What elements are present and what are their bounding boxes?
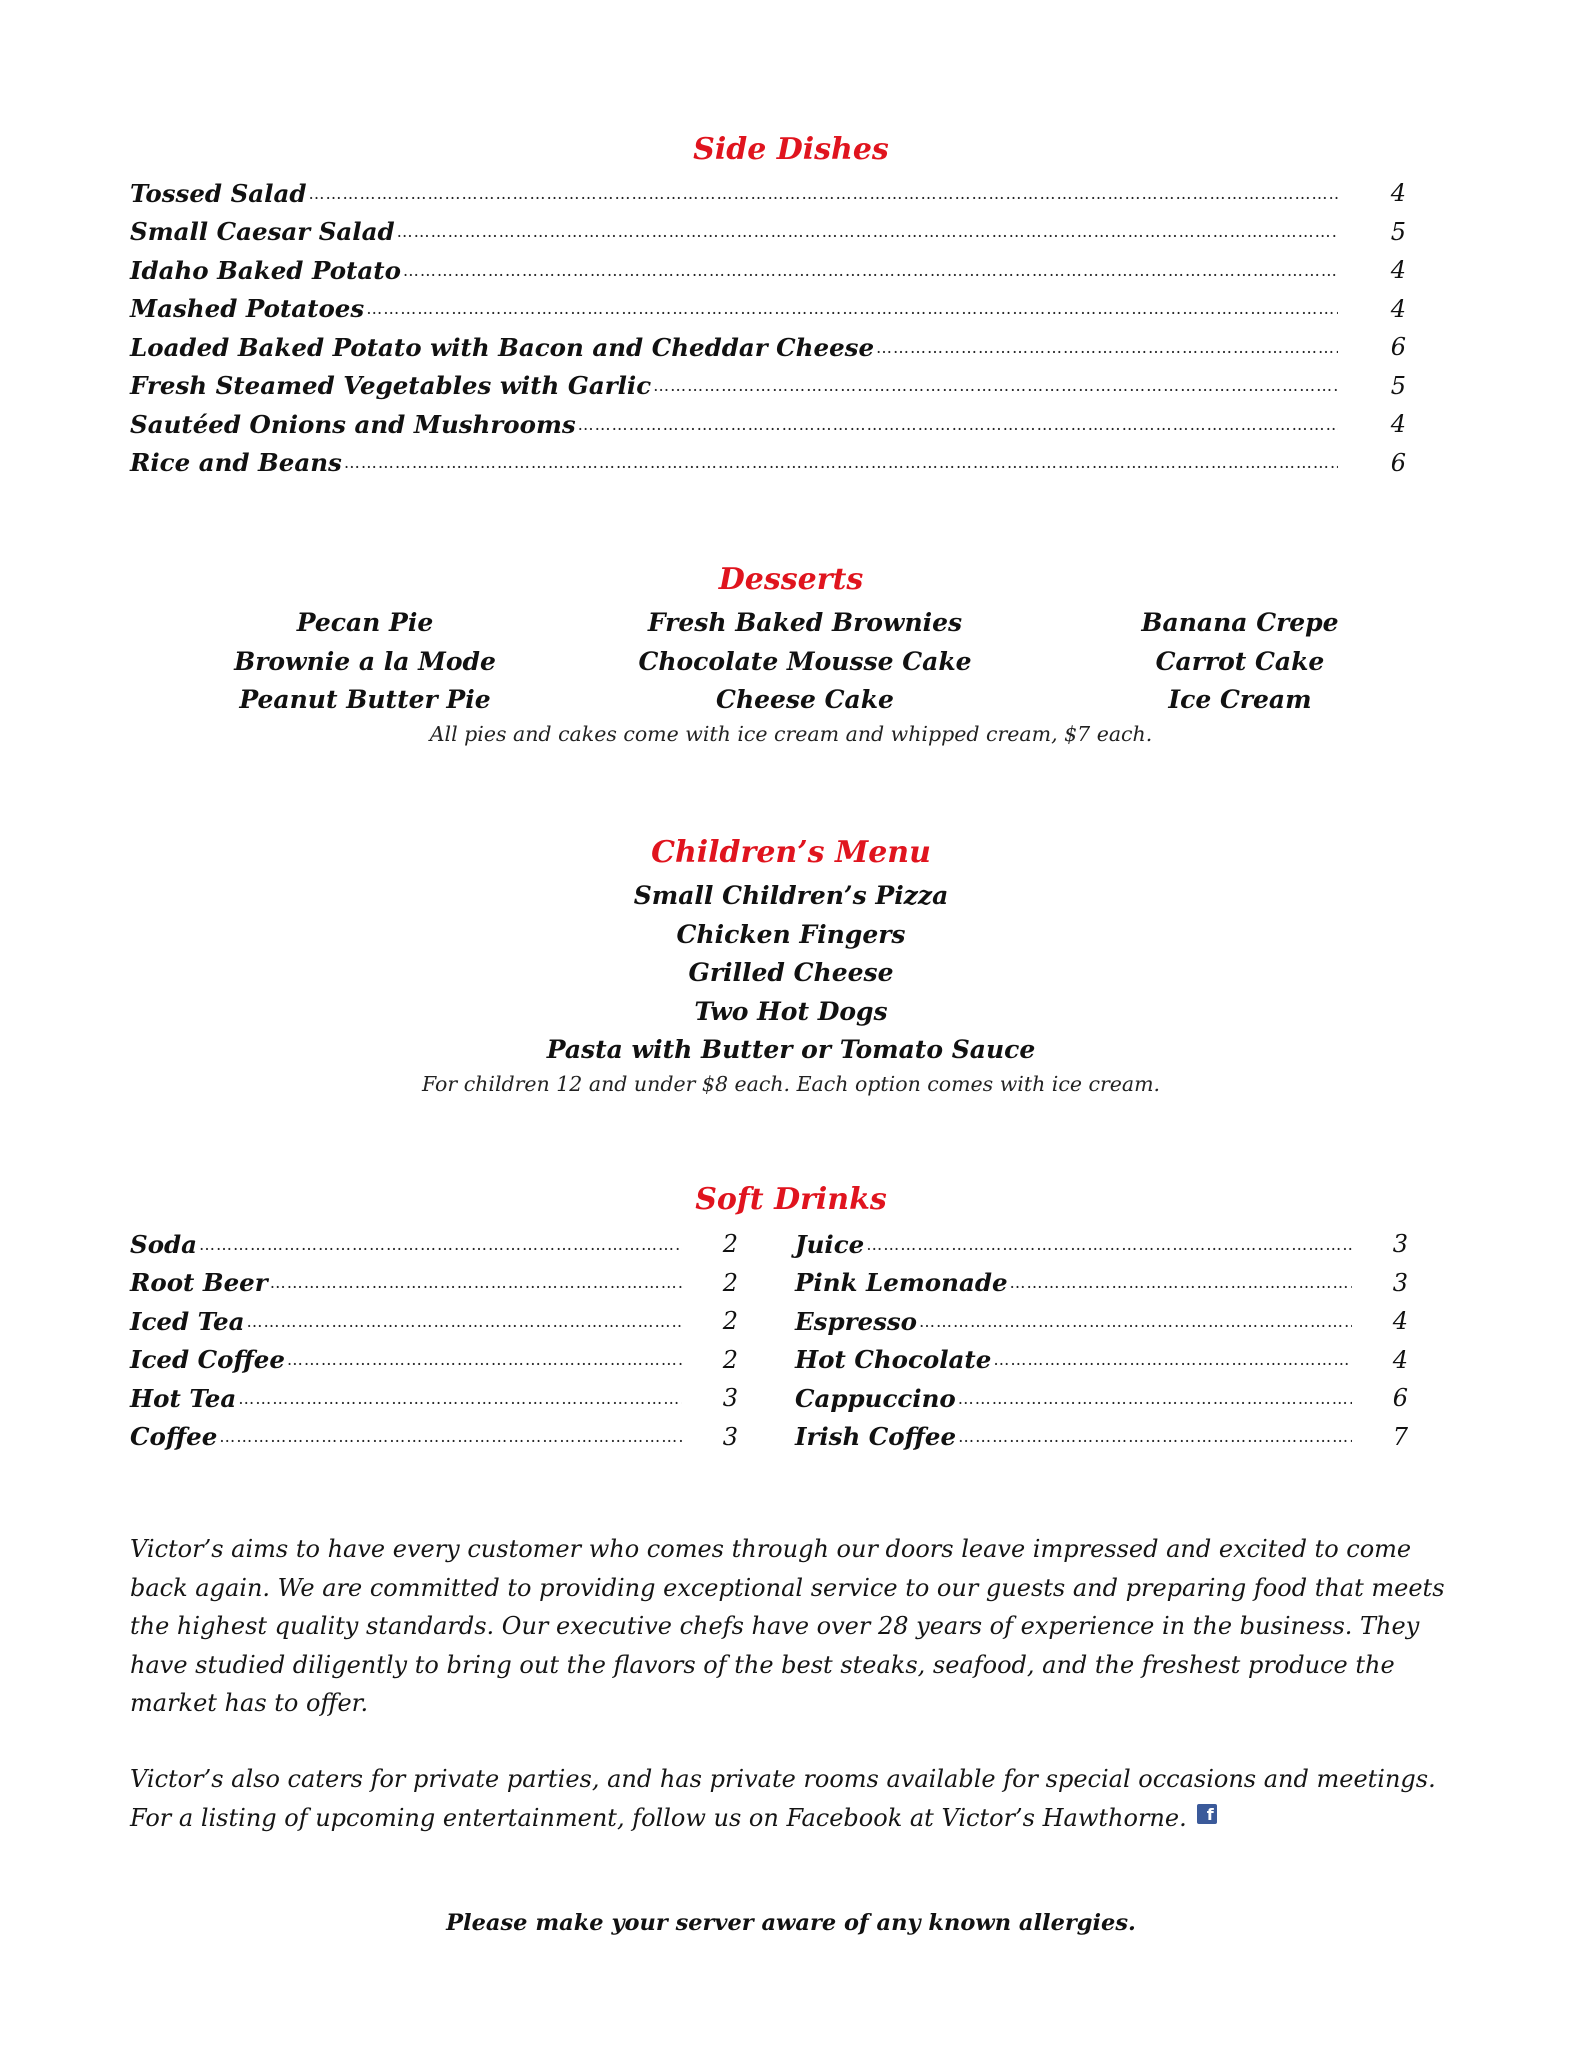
dot-leader: [993, 1350, 1352, 1369]
list-item: [130, 367, 1420, 406]
item-price: 7: [1392, 1422, 1408, 1451]
list-item: [130, 251, 1420, 290]
list-item: [130, 1379, 750, 1418]
desserts-note: All pies and cakes come with ice cream and whipped cream, $7 each.: [429, 722, 1153, 746]
item-name: Root Beer: [130, 1268, 268, 1298]
dot-leader: [219, 1427, 682, 1446]
item-name: Fresh Steamed Vegetables with Garlic: [130, 371, 652, 401]
list-item: Fresh Baked Brownies: [647, 608, 963, 637]
item-name: Tossed Salad: [130, 178, 307, 208]
list-item: [795, 1341, 1420, 1380]
dot-leader: [578, 415, 1338, 434]
soft-drinks-right-column: [795, 1225, 1420, 1456]
list-item: Pasta with Butter or Tomato Sauce: [546, 1035, 1036, 1064]
desserts-column-1: [200, 604, 530, 720]
list-item: [795, 1379, 1420, 1418]
item-price: 3: [1392, 1230, 1408, 1259]
dot-leader: [1010, 1273, 1352, 1292]
list-item: [130, 444, 1420, 483]
list-item: Banana Crepe: [1141, 608, 1339, 637]
item-name: Sautéed Onions and Mushrooms: [130, 409, 576, 439]
soft-drinks-left-column: [130, 1225, 750, 1456]
dot-leader: [287, 1350, 682, 1369]
list-item: [795, 1264, 1420, 1303]
side-dishes-heading: Side Dishes: [693, 132, 889, 167]
childrens-menu-note: For children 12 and under $8 each. Each option comes with ice cream.: [421, 1072, 1161, 1096]
list-item: [130, 405, 1420, 444]
item-name: Hot Chocolate: [795, 1345, 992, 1375]
allergy-notice: Please make your server aware of any known allergies.: [446, 1910, 1136, 1936]
list-item: [130, 213, 1420, 252]
item-price: 3: [722, 1422, 738, 1451]
item-price: 2: [722, 1307, 738, 1336]
dot-leader: [238, 1389, 682, 1408]
catering-text: Victor’s also caters for private parties, and has private rooms available for special occasions and meetings. For a listing of upcoming entertainment, follow us on Facebook at Victor’s Hawthorne.: [130, 1765, 1436, 1832]
item-name: Espresso: [795, 1306, 918, 1336]
childrens-menu-heading: Children’s Menu: [651, 835, 931, 870]
dot-leader: [958, 1427, 1352, 1446]
desserts-column-3: [1090, 604, 1390, 720]
item-name: Rice and Beans: [130, 448, 342, 478]
list-item: Chocolate Mousse Cake: [638, 646, 972, 676]
desserts-heading: Desserts: [718, 562, 864, 597]
list-item: [130, 1341, 750, 1380]
item-name: Pink Lemonade: [795, 1268, 1008, 1298]
list-item: [130, 1264, 750, 1303]
item-price: 4: [1392, 1307, 1408, 1336]
list-item: Two Hot Dogs: [694, 996, 888, 1026]
list-item: [130, 290, 1420, 329]
list-item: Carrot Cake: [1155, 646, 1325, 676]
facebook-icon[interactable]: f: [1197, 1804, 1217, 1824]
item-price: 4: [1390, 256, 1406, 285]
item-price: 4: [1390, 410, 1406, 439]
list-item: Brownie a la Mode: [234, 646, 496, 676]
list-item: [130, 1418, 750, 1457]
list-item: Grilled Cheese: [688, 958, 894, 987]
list-item: [130, 174, 1420, 213]
item-name: Small Caesar Salad: [130, 217, 395, 247]
item-price: 3: [722, 1384, 738, 1413]
item-price: 5: [1390, 371, 1406, 400]
item-price: 6: [1390, 333, 1406, 362]
list-item: [795, 1418, 1420, 1457]
about-paragraph: Victor’s aims to have every customer who comes through our doors leave impressed and excited to come back again. We are committed to providing exceptional service to our guests and preparing food that meets the highest quality standards. Our executive chefs have over 28 years of experience in the business. They have studied diligently to bring out the flavors of the best steaks, seafood, and the freshest produce the market has to offer.: [130, 1535, 1445, 1717]
list-item: Small Children’s Pizza: [633, 881, 949, 910]
item-price: 4: [1392, 1345, 1408, 1374]
item-price: 2: [722, 1345, 738, 1374]
item-price: 6: [1390, 448, 1406, 477]
dot-leader: [308, 184, 1338, 203]
item-price: 2: [722, 1268, 738, 1297]
item-name: Coffee: [130, 1422, 218, 1452]
dot-leader: [344, 453, 1338, 472]
item-name: Iced Coffee: [130, 1345, 285, 1375]
item-price: 4: [1390, 179, 1406, 208]
item-name: Irish Coffee: [795, 1422, 957, 1452]
list-item: [795, 1302, 1420, 1341]
item-name: Cappuccino: [795, 1383, 956, 1413]
desserts-column-2: [595, 604, 1015, 720]
list-item: Pecan Pie: [296, 608, 434, 637]
side-dishes-list: [130, 174, 1420, 482]
dot-leader: [403, 261, 1338, 280]
item-name: Juice: [795, 1229, 865, 1259]
item-price: 3: [1392, 1268, 1408, 1297]
catering-paragraph: [130, 1760, 1450, 1837]
item-name: Soda: [130, 1229, 198, 1259]
item-price: 6: [1392, 1384, 1408, 1413]
dot-leader: [199, 1235, 682, 1254]
list-item: [130, 328, 1420, 367]
soft-drinks-heading: Soft Drinks: [695, 1182, 887, 1217]
item-name: Loaded Baked Potato with Bacon and Cheddar Cheese: [130, 332, 875, 362]
childrens-menu-list: [0, 877, 1582, 1070]
item-price: 4: [1390, 294, 1406, 323]
list-item: [130, 1302, 750, 1341]
list-item: Peanut Butter Pie: [239, 685, 491, 714]
dot-leader: [247, 1312, 682, 1331]
dot-leader: [958, 1389, 1352, 1408]
item-name: Idaho Baked Potato: [130, 255, 401, 285]
dot-leader: [876, 338, 1338, 357]
list-item: Chicken Fingers: [676, 919, 906, 949]
item-price: 2: [722, 1230, 738, 1259]
dot-leader: [653, 376, 1338, 395]
list-item: [795, 1225, 1420, 1264]
item-name: Iced Tea: [130, 1306, 245, 1336]
dot-leader: [919, 1312, 1352, 1331]
dot-leader: [866, 1235, 1352, 1254]
item-price: 5: [1390, 217, 1406, 246]
list-item: Cheese Cake: [716, 685, 894, 714]
item-name: Hot Tea: [130, 1383, 237, 1413]
list-item: [130, 1225, 750, 1264]
dot-leader: [366, 299, 1338, 318]
dot-leader: [397, 222, 1338, 241]
list-item: Ice Cream: [1168, 685, 1312, 714]
dot-leader: [270, 1273, 682, 1292]
item-name: Mashed Potatoes: [130, 294, 365, 324]
